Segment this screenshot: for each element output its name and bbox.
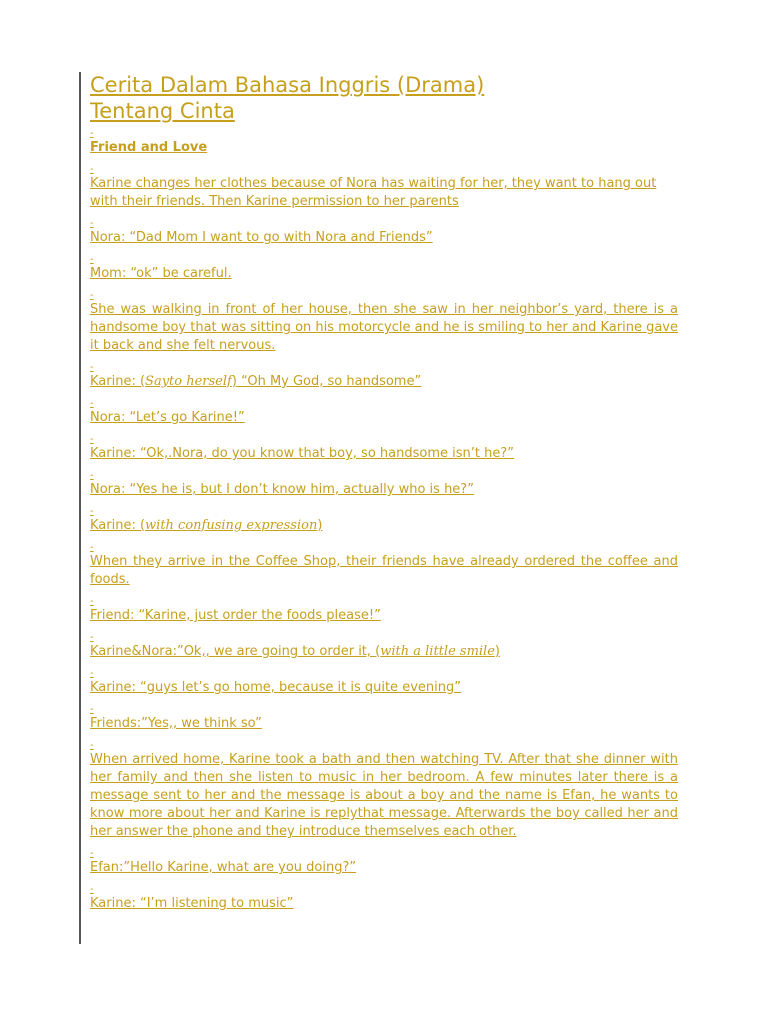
separator-dash: - (90, 290, 94, 301)
dialogue-line[interactable]: Mom: “ok” be careful. (90, 266, 232, 281)
paragraph[interactable]: When they arrive in the Coffee Shop, their friends have already ordered the coffee and foods. (90, 554, 678, 587)
separator-dash: - (90, 632, 94, 643)
separator-dash: - (90, 362, 94, 373)
dialogue-line[interactable]: Nora: “Dad Mom I want to go with Nora and Friends” (90, 230, 433, 245)
separator-dash: - (90, 740, 94, 751)
separator-dash: - (90, 398, 94, 409)
dialogue-line[interactable]: Karine: “guys let’s go home, because it is quite evening” (90, 680, 461, 695)
dialogue-text: ) (317, 518, 323, 533)
dialogue-line[interactable]: Karine: “Ok,.Nora, do you know that boy, so handsome isn’t he?” (90, 446, 514, 461)
left-margin-rule (79, 72, 81, 944)
separator-dash: - (90, 596, 94, 607)
dialogue-line[interactable] (90, 373, 678, 391)
title-line-1[interactable]: Cerita Dalam Bahasa Inggris (Drama) (90, 73, 485, 97)
dialogue-line[interactable] (90, 517, 678, 535)
dialogue-text: ) (494, 644, 500, 659)
speaker-text: Karine: ( (90, 518, 146, 533)
speaker-text: Karine: ( (90, 374, 146, 389)
speaker-text: Karine&Nora:”Ok,, we are going to order it, ( (90, 644, 381, 659)
stage-direction: with a little smile (380, 644, 495, 659)
separator-dash: - (90, 128, 94, 139)
separator-dash: - (90, 434, 94, 445)
separator-dash: - (90, 164, 94, 175)
dialogue-line[interactable]: Nora: “Yes he is, but I don’t know him, actually who is he?” (90, 482, 474, 497)
paragraph[interactable]: When arrived home, Karine took a bath and then watching TV. After that she dinner with her family and then she listen to music in her bedroom. A few minutes later there is a message sent to her and the message is about a boy and the name is Efan, he wants to know more about her and Karine is replythat message. Afterwards the boy called her and her answer the phone and they introduce themselves each other. (90, 752, 678, 839)
dialogue-line[interactable]: Nora: “Let’s go Karine!” (90, 410, 245, 425)
title-line-2[interactable]: Tentang Cinta (90, 99, 235, 123)
dialogue-line[interactable] (90, 643, 678, 661)
dialogue-line[interactable]: Karine: “I’m listening to music” (90, 896, 294, 911)
document-title[interactable] (90, 72, 678, 124)
dialogue-line[interactable]: Efan:”Hello Karine, what are you doing?” (90, 860, 357, 875)
section-heading[interactable]: Friend and Love (90, 140, 208, 155)
separator-dash: - (90, 668, 94, 679)
stage-direction: Sayto herself (145, 374, 232, 389)
dialogue-line[interactable]: Friends:”Yes,, we think so” (90, 716, 262, 731)
separator-dash: - (90, 542, 94, 553)
separator-dash: - (90, 254, 94, 265)
document-body (90, 72, 678, 920)
separator-dash: - (90, 884, 94, 895)
dialogue-text: ) “Oh My God, so handsome” (231, 374, 422, 389)
paragraph[interactable]: She was walking in front of her house, then she saw in her neighbor’s yard, there is a handsome boy that was sitting on his motorcycle and he is smiling to her and Karine gave it back and she felt nervous. (90, 302, 678, 353)
paragraph[interactable]: Karine changes her clothes because of Nora has waiting for her, they want to hang out with their friends. Then Karine permission to her parents (90, 176, 657, 209)
separator-dash: - (90, 704, 94, 715)
separator-dash: - (90, 506, 94, 517)
stage-direction: with confusing expression (145, 518, 318, 533)
separator-dash: - (90, 218, 94, 229)
separator-dash: - (90, 470, 94, 481)
separator-dash: - (90, 848, 94, 859)
dialogue-line[interactable]: Friend: “Karine, just order the foods please!” (90, 608, 381, 623)
